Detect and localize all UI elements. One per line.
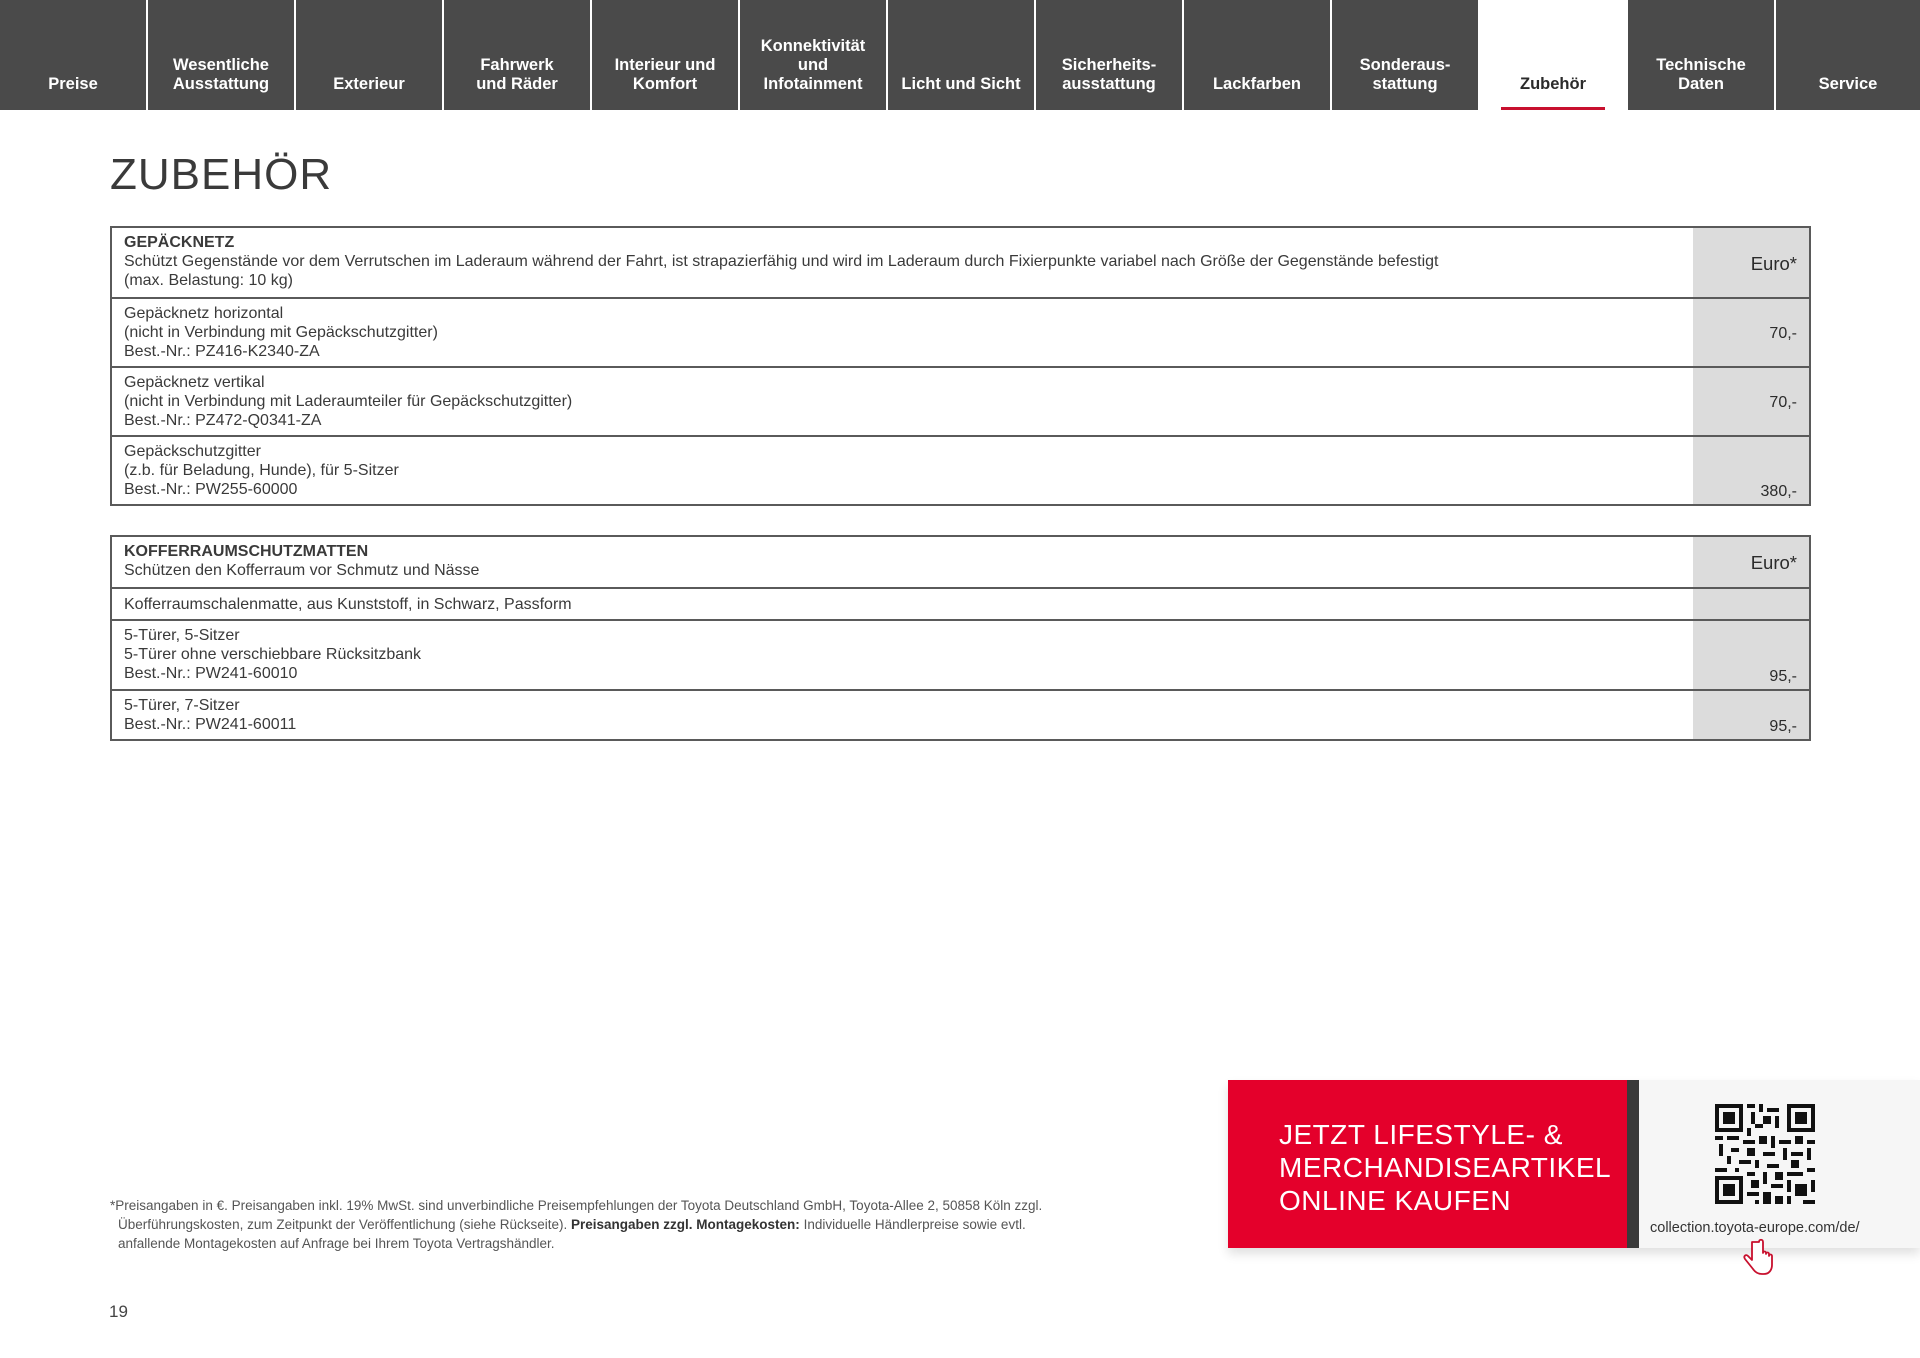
tab-technische-daten[interactable]: Technische Daten [1628,0,1774,110]
section-description: Schützen den Kofferraum vor Schmutz und Nässe [124,562,480,579]
item-description: 5-Türer, 5-Sitzer 5-Türer ohne verschiebbare Rücksitzbank Best.-Nr.: PW241-60010 [124,627,422,682]
table-subheader-row [112,587,1809,619]
tab-exterieur[interactable]: Exterieur [296,0,442,110]
item-description: Gepäckschutzgitter (z.b. für Beladung, Hunde), für 5-Sitzer Best.-Nr.: PW255-60000 [124,443,399,498]
item-price: 95,- [1693,621,1809,689]
item-group-description: Kofferraumschalenmatte, aus Kunststoff, in Schwarz, Passform [124,596,572,613]
promo-text: JETZT LIFESTYLE- & MERCHANDISEARTIKEL ONLINE KAUFEN [1228,1080,1627,1248]
currency-header: Euro* [1693,228,1809,297]
top-navigation [0,0,1920,110]
section-title: GEPÄCKNETZ [124,234,235,251]
page-number: 19 [109,1302,128,1321]
promo-url-link[interactable]: collection.toyota-europe.com/de/ [1650,1220,1860,1236]
table-row [112,435,1809,504]
section-title: KOFFERRAUMSCHUTZMATTEN [124,543,369,560]
tab-interieur-und-komfort[interactable]: Interieur und Komfort [592,0,738,110]
table-header-row [112,537,1809,587]
table-row [112,297,1809,366]
table-header-description [112,537,1693,587]
promo-qr-panel [1639,1080,1920,1248]
item-price: 95,- [1693,691,1809,739]
item-price: 380,- [1693,437,1809,504]
item-description: Gepäcknetz horizontal (nicht in Verbindung mit Gepäckschutzgitter) Best.-Nr.: PZ416-K2340-ZA [124,305,438,360]
pointer-hand-icon [1740,1238,1776,1282]
section-description-note: (max. Belastung: 10 kg) [124,272,293,289]
table-row [112,689,1809,739]
table-row [112,366,1809,435]
item-price-empty [1693,589,1809,619]
kofferraumschutzmatten-table [110,535,1811,741]
tab-service[interactable]: Service [1776,0,1920,110]
table-header-row [112,228,1809,297]
qr-code-icon[interactable] [1715,1104,1815,1204]
tab-zubehoer[interactable]: Zubehör [1480,0,1626,110]
table-row [112,619,1809,689]
tab-lackfarben[interactable]: Lackfarben [1184,0,1330,110]
tab-fahrwerk-und-raeder[interactable]: Fahrwerk und Räder [444,0,590,110]
table-header-description [112,228,1693,297]
tab-licht-und-sicht[interactable]: Licht und Sicht [888,0,1034,110]
tab-konnektivitaet[interactable]: Konnektivität und Infotainment [740,0,886,110]
section-description: Schützt Gegenstände vor dem Verrutschen im Laderaum während der Fahrt, ist strapazierfähig und wird im Laderaum durch Fixierpunkte variabel nach Größe der Gegenstände befestigt [124,253,1439,270]
tab-wesentliche-ausstattung[interactable]: Wesentliche Ausstattung [148,0,294,110]
lifestyle-promo-banner[interactable] [1228,1080,1920,1248]
item-price: 70,- [1693,368,1809,435]
promo-divider [1627,1080,1639,1248]
price-footnote: *Preisangaben in €. Preisangaben inkl. 19% MwSt. sind unverbindliche Preisempfehlungen der Toyota Deutschland GmbH, Toyota-Allee 2, 50858 Köln zzgl. Überführungskosten, zum Zeitpunkt der Veröffentlichung (siehe Rückseite). Preisangaben zzgl. Montagekosten: Individuelle Händlerpreise sowie evtl. anfallende Montagekosten auf Anfrage bei Ihrem Toyota Vertragshändler. [110,1198,1043,1251]
gepaecknetz-table [110,226,1811,506]
tab-sicherheitsausstattung[interactable]: Sicherheits- ausstattung [1036,0,1182,110]
item-description: 5-Türer, 7-Sitzer Best.-Nr.: PW241-60011 [124,697,297,733]
page-title: ZUBEHÖR [110,150,333,199]
tab-preise[interactable]: Preise [0,0,146,110]
item-description: Gepäcknetz vertikal (nicht in Verbindung mit Laderaumteiler für Gepäckschutzgitter) Best.-Nr.: PZ472-Q0341-ZA [124,374,573,429]
currency-header: Euro* [1693,537,1809,587]
item-price: 70,- [1693,299,1809,366]
tab-sonderausstattung[interactable]: Sonderaus- stattung [1332,0,1478,110]
